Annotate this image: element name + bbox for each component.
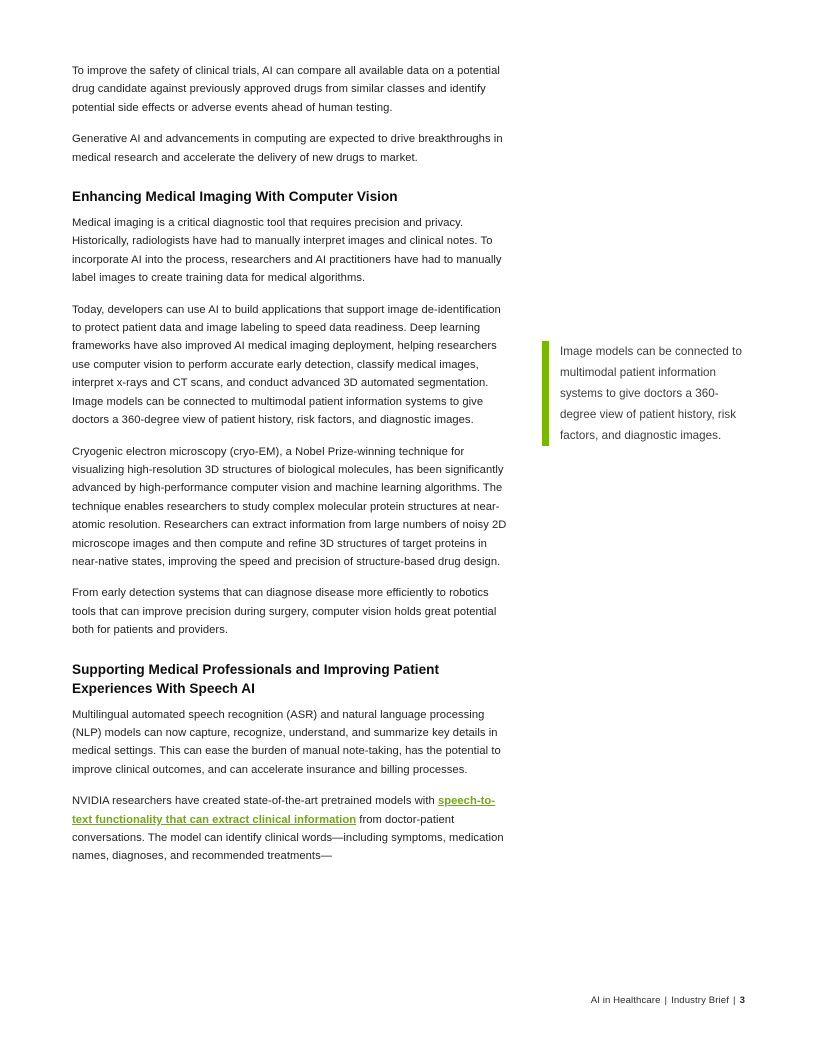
heading-medical-imaging: Enhancing Medical Imaging With Computer Vision	[72, 189, 398, 205]
paragraph-cryo-em: Cryogenic electron microscopy (cryo-EM), a Nobel Prize-winning technique for visualizing high-resolution 3D structures of biological molecules, has been significantly advanced by high-performance computer vision and machine learning algorithms. The technique enables researchers to study complex molecular protein structures at near-atomic resolution. Researchers can extract information from large numbers of noisy 2D microscope images and then compute and refine 3D structures of target proteins in near-native states, improving the speed and precision of structure-based drug design.	[72, 445, 507, 568]
pullquote	[542, 341, 747, 446]
footer-doc-type: Industry Brief	[671, 995, 729, 1006]
footer-separator-1: |	[664, 995, 668, 1006]
paragraph-early-detection: From early detection systems that can diagnose disease more efficiently to robotics tools that can improve precision during surgery, computer vision holds great potential both for patients and providers.	[72, 587, 497, 637]
main-text-column	[72, 62, 512, 879]
pullquote-accent-bar	[542, 341, 549, 446]
footer-title: AI in Healthcare	[590, 995, 661, 1006]
paragraph-nvidia-researchers	[72, 792, 512, 866]
paragraph-today-developers: Today, developers can use AI to build applications that support image de-identification to protect patient data and image labeling to speed data readiness. Deep learning frameworks have also improved AI medical imaging deployment, helping researchers use computer vision to perform accurate early detection, classify medical images, interpret x-rays and CT scans, and conduct advanced 3D automated segmentation. Image models can be connected to multimodal patient information systems to give doctors a 360-degree view of patient history, risk factors, and diagnostic images.	[72, 303, 501, 427]
paragraph-generative-ai: Generative AI and advancements in computing are expected to drive breakthroughs in medical research and accelerate the delivery of new drugs to market.	[72, 133, 503, 164]
paragraph-medical-imaging-intro: Medical imaging is a critical diagnostic tool that requires precision and privacy. Historically, radiologists have had to manually interpret images and clinical notes. To incorporate AI into the process, researchers and AI practitioners have had to manually label images to create training data for medical algorithms.	[72, 217, 502, 285]
paragraph-tail-text: from doctor-patient conversations. The model can identify clinical words—including symptoms, medication names, diagnoses, and recommended treatments—	[72, 813, 504, 863]
footer-separator-2: |	[732, 995, 736, 1006]
paragraph-clinical-trials: To improve the safety of clinical trials, AI can compare all available data on a potential drug candidate against previously approved drugs from similar classes and identify potential side effects or adverse events ahead of human testing.	[72, 65, 500, 114]
paragraph-multilingual-asr: Multilingual automated speech recognition (ASR) and natural language processing (NLP) models can now capture, recognize, understand, and summarize key details in medical settings. This can ease the burden of manual note-taking, has the potential to improve clinical outcomes, and can accelerate insurance and billing processes.	[72, 708, 501, 776]
paragraph-lead-text: NVIDIA researchers have created state-of-the-art pretrained models with	[72, 795, 438, 808]
footer-page-number: 3	[739, 995, 745, 1006]
pullquote-text: Image models can be connected to multimodal patient information systems to give doctors a 360-degree view of patient history, risk factors, and diagnostic images.	[560, 345, 742, 442]
page-footer	[591, 994, 745, 1007]
speech-to-text-link[interactable]: speech-to-text functionality that can extract clinical information	[72, 795, 496, 826]
heading-speech-ai: Supporting Medical Professionals and Improving Patient Experiences With Speech AI	[72, 661, 440, 696]
